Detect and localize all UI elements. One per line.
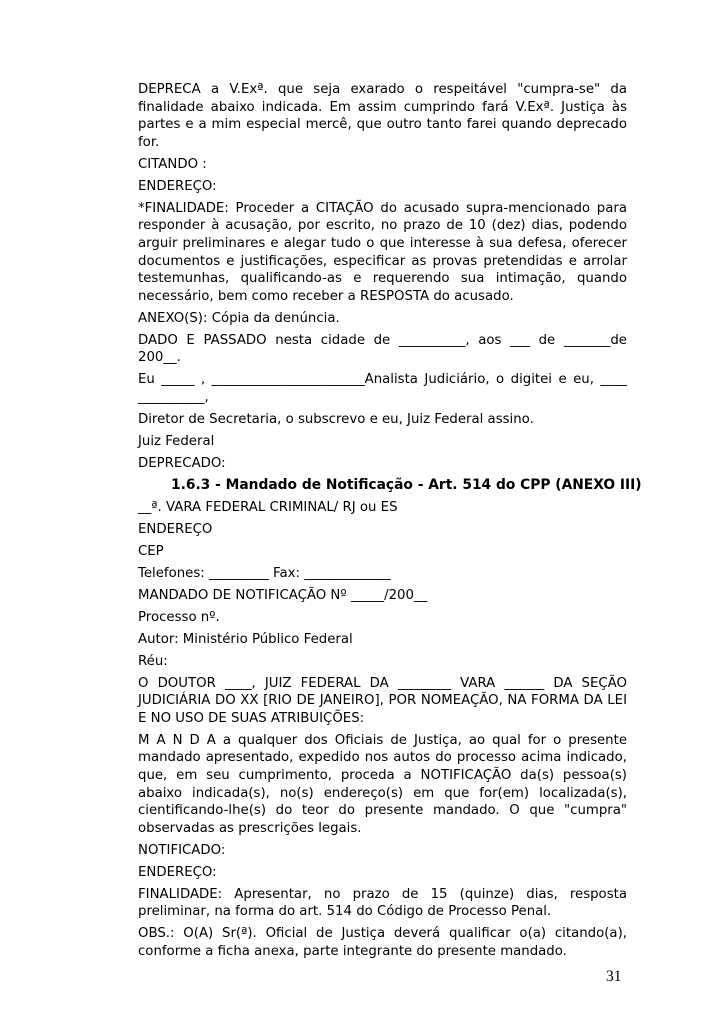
signature-line: Eu _____ , _______________________Analista Judiciário, o digitei e eu, ____ __________,	[138, 372, 627, 405]
finalidade-notificacao-paragraph: FINALIDADE: Apresentar, no prazo de 15 (quinze) dias, resposta preliminar, na forma do art. 514 do Código de Processo Penal.	[138, 886, 627, 920]
dado-e-passado-line: DADO E PASSADO nesta cidade de __________, aos ___ de _______de 200__.	[138, 332, 627, 366]
page-body	[138, 81, 642, 965]
diretor-line: Diretor de Secretaria, o subscrevo e eu, Juiz Federal assino.	[138, 411, 534, 427]
telefones-line: Telefones: _________ Fax: _____________	[138, 565, 391, 581]
citando-label: CITANDO :	[138, 156, 207, 172]
cep-line: CEP	[138, 543, 164, 559]
doutor-paragraph: O DOUTOR ____, JUIZ FEDERAL DA ________ VARA ______ DA SEÇÃO JUDICIÁRIA DO XX [RIO DE JANEIRO], POR NOMEAÇÃO, NA FORMA DA LEI E NO USO DE SUAS ATRIBUIÇÕES:	[138, 675, 627, 726]
endereco-label-2: ENDEREÇO:	[138, 864, 217, 880]
deprecation-paragraph: DEPRECA a V.Exª. que seja exarado o respeitável "cumpra-se" da finalidade abaixo indicada. Em assim cumprindo fará V.Exª. Justiça às partes e a mim especial mercê, que outro tanto farei quando deprecado for.	[138, 82, 627, 150]
manda-paragraph: M A N D A a qualquer dos Oficiais de Justiça, ao qual for o presente mandado apresentado, expedido nos autos do processo acima indicado, que, em seu cumprimento, proceda a NOTIFICAÇÃO da(s) pessoa(s) abaixo indicada(s), no(s) endereço(s) em que for(em) localizada(s), cientificando-lhe(s) do teor do presente mandado. O que "cumpra" observadas as prescrições legais.	[138, 732, 627, 836]
processo-line: Processo nº.	[138, 609, 220, 625]
section-heading: 1.6.3 - Mandado de Notificação - Art. 514 do CPP (ANEXO III)	[171, 476, 642, 493]
autor-line: Autor: Ministério Público Federal	[138, 631, 353, 647]
juiz-federal-line: Juiz Federal	[138, 433, 215, 449]
vara-line: __ª. VARA FEDERAL CRIMINAL/ RJ ou ES	[138, 499, 398, 515]
deprecado-label: DEPRECADO:	[138, 455, 226, 471]
finalidade-paragraph: *FINALIDADE: Proceder a CITAÇÃO do acusado supra-mencionado para responder à acusação, por escrito, no prazo de 10 (dez) dias, podendo arguir preliminares e alegar tudo o que interesse à sua defesa, oferecer documentos e justificações, especificar as provas pretendidas e arrolar testemunhas, qualificando-as e requerendo sua intimação, quando necessário, bem como receber a RESPOSTA do acusado.	[138, 200, 627, 304]
endereco-label: ENDEREÇO:	[138, 178, 217, 194]
reu-line: Réu:	[138, 653, 168, 669]
page-number: 31	[606, 968, 622, 985]
mandado-number-line: MANDADO DE NOTIFICAÇÃO Nº _____/200__	[138, 587, 428, 603]
obs-paragraph: OBS.: O(A) Sr(ª). Oficial de Justiça deverá qualificar o(a) citando(a), conforme a ficha anexa, parte integrante do presente mandado.	[138, 926, 627, 959]
endereco-line: ENDEREÇO	[138, 521, 213, 537]
anexo-line: ANEXO(S): Cópia da denúncia.	[138, 310, 340, 326]
notificado-label: NOTIFICADO:	[138, 842, 226, 858]
